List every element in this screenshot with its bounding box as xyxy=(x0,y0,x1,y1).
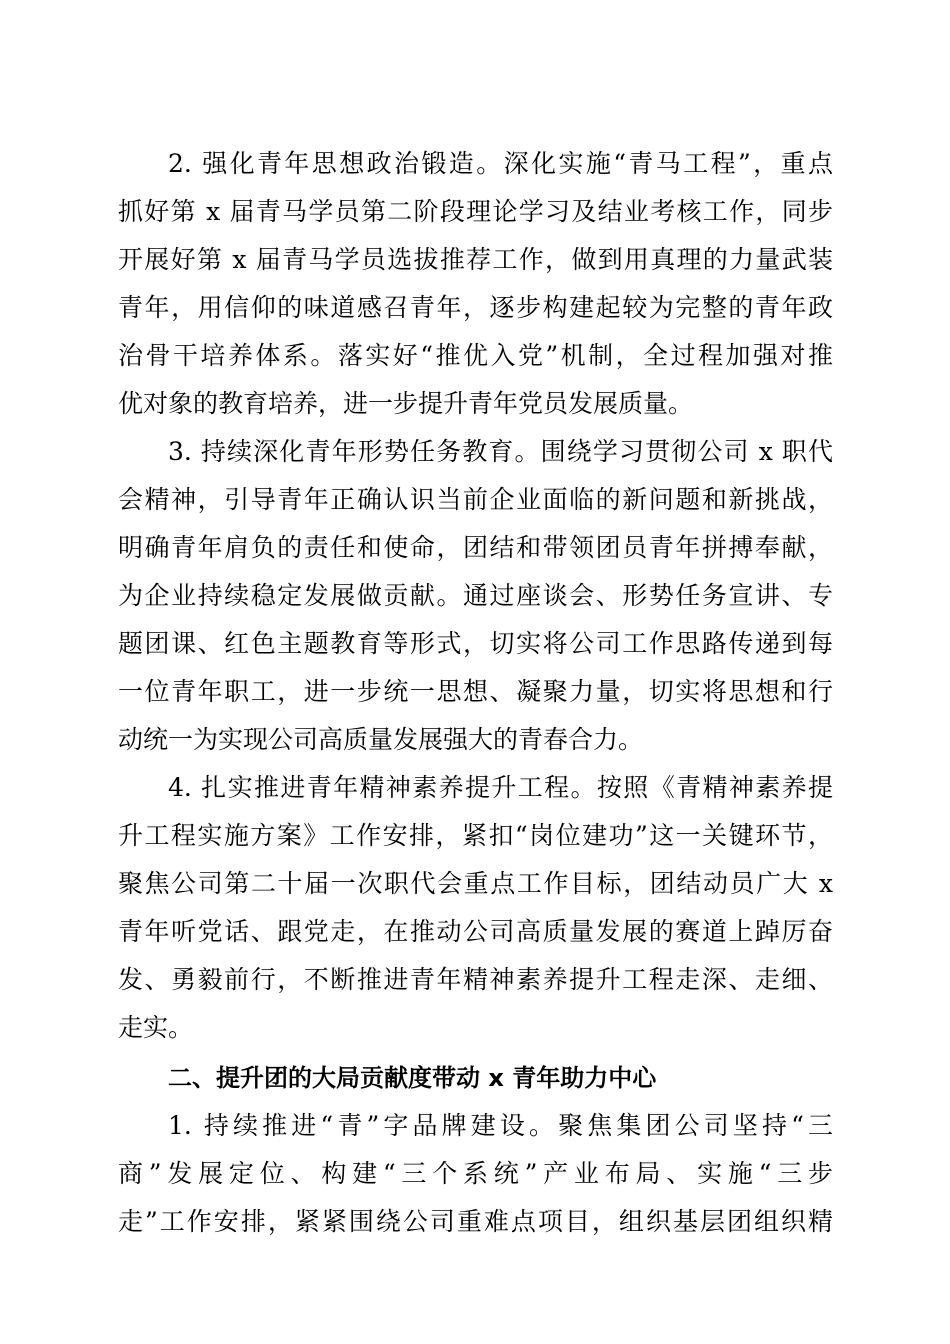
paragraph-line: 题团课、红色主题教育等形式，切实将公司工作思路传递到每 xyxy=(118,629,833,658)
paragraph-line: 2. 强化青年思想政治锻造。深化实施“青马工程”，重点 xyxy=(168,149,833,178)
paragraph-line: 1. 持续推进“青”字品牌建设。聚焦集团公司坚持“三 xyxy=(168,1111,833,1140)
paragraph-line: 明确青年肩负的责任和使命，团结和带领团员青年拼搏奉献， xyxy=(118,533,833,562)
paragraph-line: 开展好第 x 届青马学员选拔推荐工作，做到用真理的力量武装 xyxy=(118,245,833,274)
paragraph-line: 3. 持续深化青年形势任务教育。围绕学习贯彻公司 x 职代 xyxy=(168,437,833,466)
paragraph-line: 治骨干培养体系。落实好“推优入党”机制，全过程加强对推 xyxy=(118,341,833,370)
paragraph-line: 青年听党话、跟党走，在推动公司高质量发展的赛道上踔厉奋 xyxy=(118,917,833,946)
paragraph-line: 4. 扎实推进青年精神素养提升工程。按照《青精神素养提 xyxy=(168,773,833,802)
paragraph-line: 聚焦公司第二十届一次职代会重点工作目标，团结动员广大 x xyxy=(118,869,833,898)
paragraph-line: 为企业持续稳定发展做贡献。通过座谈会、形势任务宣讲、专 xyxy=(118,581,833,610)
paragraph-line: 走实。 xyxy=(118,1013,194,1042)
paragraph-line: 升工程实施方案》工作安排，紧扣“岗位建功”这一关键环节， xyxy=(118,821,833,850)
paragraph-line: 商”发展定位、构建“三个系统”产业布局、实施“三步 xyxy=(118,1159,833,1188)
section-heading: 二、提升团的大局贡献度带动 x 青年助力中心 xyxy=(168,1064,657,1092)
paragraph-line: 发、勇毅前行，不断推进青年精神素养提升工程走深、走细、 xyxy=(118,965,833,994)
paragraph-line: 动统一为实现公司高质量发展强大的青春合力。 xyxy=(118,725,644,754)
paragraph-line: 一位青年职工，进一步统一思想、凝聚力量，切实将思想和行 xyxy=(118,677,833,706)
document-body xyxy=(118,140,833,1246)
paragraph-line: 青年，用信仰的味道感召青年，逐步构建起较为完整的青年政 xyxy=(118,293,833,322)
paragraph-line: 会精神，引导青年正确认识当前企业面临的新问题和新挑战， xyxy=(118,485,833,514)
paragraph-line: 走”工作安排，紧紧围绕公司重难点项目，组织基层团组织精 xyxy=(118,1207,833,1236)
paragraph-line: 优对象的教育培养，进一步提升青年党员发展质量。 xyxy=(118,389,694,418)
paragraph-line: 抓好第 x 届青马学员第二阶段理论学习及结业考核工作，同步 xyxy=(118,197,833,226)
